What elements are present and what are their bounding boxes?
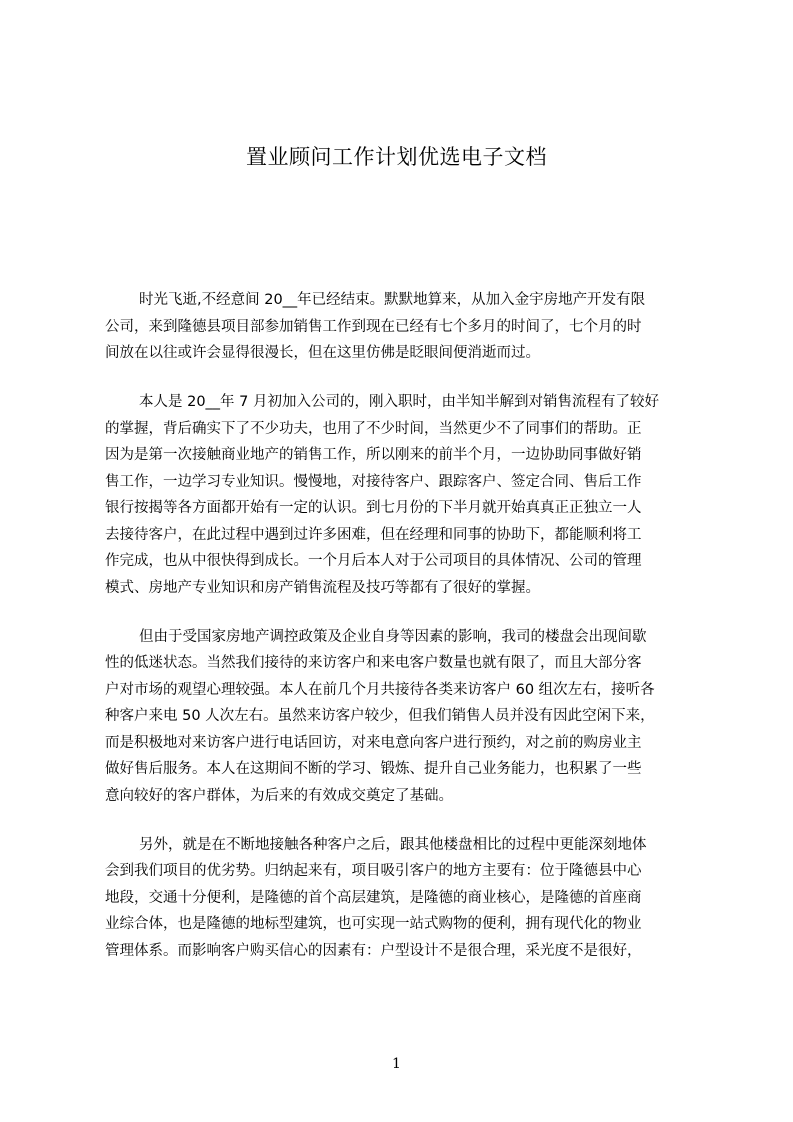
paragraph-1 bbox=[105, 287, 700, 367]
text-line: 作完成，也从中很快得到成长。一个月后本人对于公司项目的具体情况、公司的管理 bbox=[105, 553, 642, 569]
text-line: 的掌握，背后确实下了不少功夫，也用了不少时间，当然更少不了同事们的帮助。正 bbox=[105, 420, 642, 437]
text-line: 业综合体，也是隆德的地标型建筑，也可实现一站式购物的便利，拥有现代化的物业 bbox=[105, 916, 642, 932]
text-line: 而是积极地对来访客户进行电话回访，对来电意向客户进行预约，对之前的购房业主 bbox=[105, 734, 642, 751]
text-line: 另外，就是在不断地接触各种客户之后，跟其他楼盘相比的过程中更能深刻地体 bbox=[139, 836, 647, 853]
text-line: 售工作，一边学习专业知识。慢慢地，对接待客户、跟踪客户、签定合同、售后工作 bbox=[105, 473, 642, 490]
text-line: 模式、房地产专业知识和房产销售流程及技巧等都有了很好的掌握。 bbox=[105, 579, 540, 596]
paragraph-4 bbox=[105, 832, 700, 965]
text-line: 做好售后服务。本人在这期间不断的学习、锻炼、提升自己业务能力，也积累了一些 bbox=[105, 761, 642, 777]
paragraph-3 bbox=[105, 624, 700, 810]
text-line: 去接待客户，在此过程中遇到过许多困难，但在经理和同事的协助下，都能顺利将工 bbox=[105, 526, 642, 543]
text-line: 银行按揭等各方面都开始有一定的认识。到七月份的下半月就开始真真正正独立一人 bbox=[105, 500, 642, 516]
text-line: 但由于受国家房地产调控政策及企业自身等因素的影响，我司的楼盘会出现间歇 bbox=[139, 628, 647, 645]
text-line: 种客户来电 50 人次左右。虽然来访客户较少，但我们销售人员并没有因此空闲下来， bbox=[105, 708, 655, 724]
text-line: 时光飞逝,不经意间 20__年已经结束。默默地算来，从加入金宇房地产开发有限 bbox=[139, 292, 646, 308]
document-title: 置业顾问工作计划优选电子文档 bbox=[246, 145, 547, 169]
paragraph-2 bbox=[105, 389, 700, 601]
text-line: 因为是第一次接触商业地产的销售工作，所以刚来的前半个月，一边协助同事做好销 bbox=[105, 447, 642, 463]
text-line: 管理体系。而影响客户购买信心的因素有：户型设计不是很合理，采光度不是很好， bbox=[105, 942, 642, 959]
text-line: 性的低迷状态。当然我们接待的来访客户和来电客户数量也就有限了，而且大部分客 bbox=[105, 655, 642, 671]
document-body bbox=[105, 287, 700, 987]
text-line: 户对市场的观望心理较强。本人在前几个月共接待各类来访客户 60 组次左右，接听各 bbox=[105, 681, 655, 698]
text-line: 本人是 20__年 7 月初加入公司的，刚入职时，由半知半解到对销售流程有了较好 bbox=[139, 394, 660, 410]
text-line: 间放在以往或许会显得很漫长，但在这里仿佛是眨眼间便消逝而过。 bbox=[105, 345, 540, 361]
text-line: 意向较好的客户群体，为后来的有效成交奠定了基础。 bbox=[105, 787, 453, 804]
text-line: 地段，交通十分便利，是隆德的首个高层建筑，是隆德的商业核心，是隆德的首座商 bbox=[105, 889, 642, 906]
page-number: 1 bbox=[392, 1056, 401, 1072]
text-line: 公司，来到隆德县项目部参加销售工作到现在已经有七个多月的时间了，七个月的时 bbox=[105, 318, 642, 335]
text-line: 会到我们项目的优劣势。归纳起来有，项目吸引客户的地方主要有：位于隆德县中心 bbox=[105, 863, 642, 879]
